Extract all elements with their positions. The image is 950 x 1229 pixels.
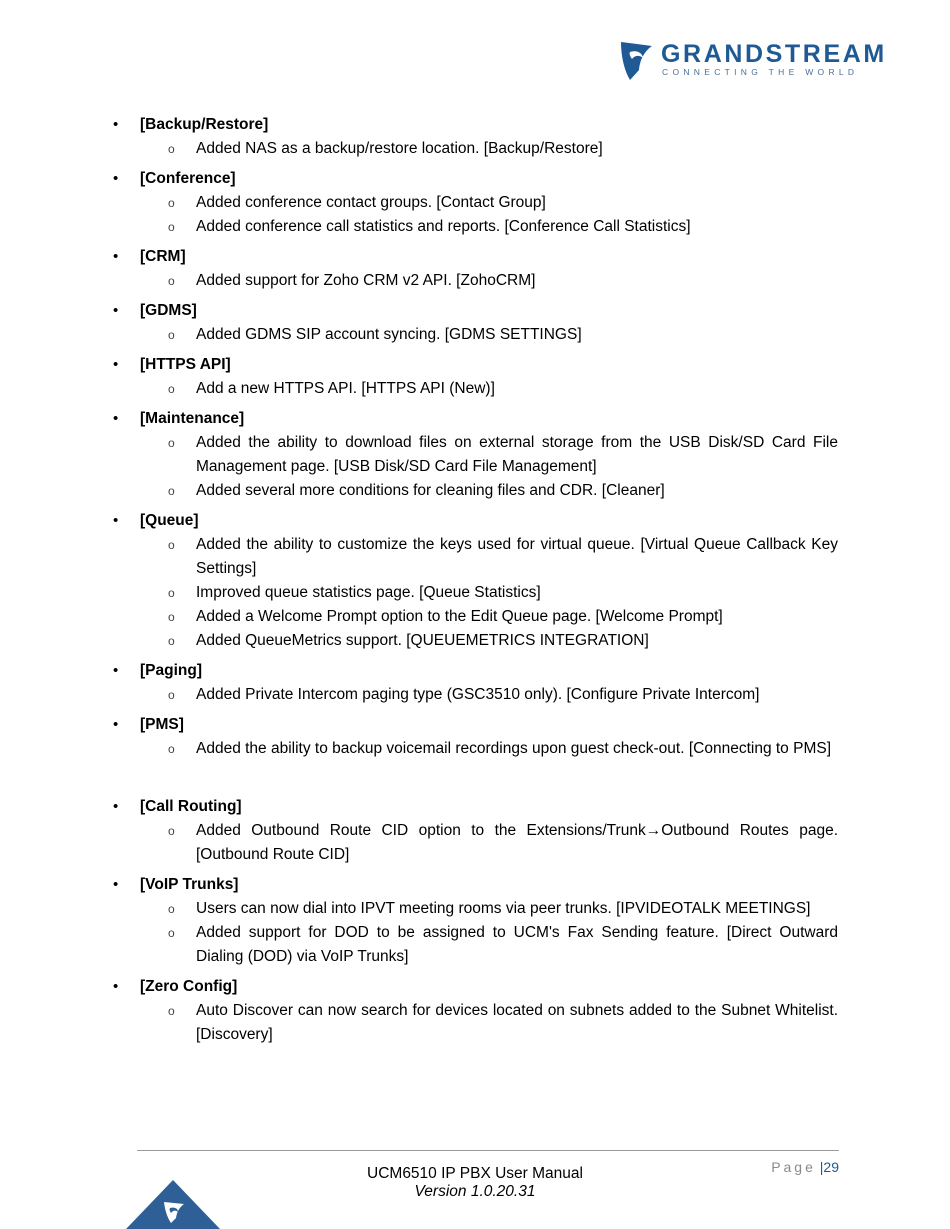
page-number: 29	[823, 1159, 839, 1175]
release-section	[110, 509, 850, 653]
release-section	[110, 407, 850, 503]
item-text: Added conference contact groups. [Contact Group]	[196, 194, 546, 211]
circle-bullet-icon: o	[168, 742, 175, 756]
circle-bullet-icon: o	[168, 926, 175, 940]
circle-bullet-icon: o	[168, 484, 175, 498]
item-text: Added conference call statistics and reports. [Conference Call Statistics]	[196, 218, 691, 235]
release-section	[110, 795, 850, 867]
release-section	[110, 167, 850, 239]
list-item	[110, 137, 850, 161]
list-item	[110, 323, 850, 347]
item-text: Added QueueMetrics support. [QUEUEMETRICS INTEGRATION]	[196, 632, 649, 649]
list-item	[110, 999, 850, 1047]
item-text: Added support for Zoho CRM v2 API. [ZohoCRM]	[196, 272, 536, 289]
item-text: Added GDMS SIP account syncing. [GDMS SETTINGS]	[196, 326, 582, 343]
section-title: [PMS]	[140, 716, 184, 733]
list-item	[110, 819, 850, 867]
release-section	[110, 659, 850, 707]
circle-bullet-icon: o	[168, 610, 175, 624]
circle-bullet-icon: o	[168, 328, 175, 342]
circle-bullet-icon: o	[168, 538, 175, 552]
list-item	[110, 191, 850, 215]
item-text: Add a new HTTPS API. [HTTPS API (New)]	[196, 380, 495, 397]
section-items	[110, 737, 850, 761]
circle-bullet-icon: o	[168, 274, 175, 288]
item-text: Auto Discover can now search for devices located on subnets added to the Subnet Whitelist. [Discovery]	[196, 1002, 838, 1043]
section-heading	[110, 873, 850, 897]
circle-bullet-icon: o	[168, 196, 175, 210]
circle-bullet-icon: o	[168, 220, 175, 234]
section-title: [Queue]	[140, 512, 199, 529]
release-section	[110, 975, 850, 1047]
item-text: Added the ability to download files on external storage from the USB Disk/SD Card File Management page. [USB Disk/SD Card File Management]	[196, 434, 838, 475]
section-items	[110, 191, 850, 239]
bullet-icon: •	[113, 798, 119, 815]
section-title: [Call Routing]	[140, 798, 242, 815]
grandstream-logo	[618, 40, 887, 82]
bullet-icon: •	[113, 302, 119, 319]
list-item	[110, 431, 850, 479]
section-title: [HTTPS API]	[140, 356, 231, 373]
section-heading	[110, 509, 850, 533]
section-heading	[110, 113, 850, 137]
release-notes-list	[110, 113, 850, 1053]
bullet-icon: •	[113, 170, 119, 187]
bullet-icon: •	[113, 410, 119, 427]
section-title: [Maintenance]	[140, 410, 245, 427]
section-title: [Paging]	[140, 662, 202, 679]
list-item	[110, 215, 850, 239]
section-heading	[110, 299, 850, 323]
list-item	[110, 377, 850, 401]
circle-bullet-icon: o	[168, 586, 175, 600]
section-heading	[110, 659, 850, 683]
section-heading	[110, 167, 850, 191]
section-heading	[110, 407, 850, 431]
section-items	[110, 323, 850, 347]
list-item	[110, 479, 850, 503]
list-item	[110, 629, 850, 653]
section-items	[110, 431, 850, 503]
circle-bullet-icon: o	[168, 688, 175, 702]
page-number-block	[771, 1159, 839, 1175]
bullet-icon: •	[113, 356, 119, 373]
item-text: Improved queue statistics page. [Queue Statistics]	[196, 584, 541, 601]
section-items	[110, 137, 850, 161]
section-title: [CRM]	[140, 248, 186, 265]
footer-divider	[137, 1150, 839, 1151]
page-label: Page	[771, 1159, 816, 1175]
list-item	[110, 269, 850, 293]
section-title: [Zero Config]	[140, 978, 238, 995]
item-text: Added a Welcome Prompt option to the Edit Queue page. [Welcome Prompt]	[196, 608, 723, 625]
section-title: [GDMS]	[140, 302, 197, 319]
list-item	[110, 533, 850, 581]
item-text: Added support for DOD to be assigned to UCM's Fax Sending feature. [Direct Outward Dialing (DOD) via VoIP Trunks]	[196, 924, 838, 965]
circle-bullet-icon: o	[168, 902, 175, 916]
section-heading	[110, 795, 850, 819]
list-item	[110, 737, 850, 761]
section-items	[110, 533, 850, 653]
section-title: [VoIP Trunks]	[140, 876, 239, 893]
list-item	[110, 921, 850, 969]
list-item	[110, 897, 850, 921]
bullet-icon: •	[113, 662, 119, 679]
section-heading	[110, 713, 850, 737]
circle-bullet-icon: o	[168, 142, 175, 156]
brand-tagline: CONNECTING THE WORLD	[662, 67, 859, 77]
section-title: [Conference]	[140, 170, 236, 187]
section-items	[110, 377, 850, 401]
list-item	[110, 683, 850, 707]
section-items	[110, 683, 850, 707]
release-section	[110, 713, 850, 761]
section-items	[110, 897, 850, 969]
circle-bullet-icon: o	[168, 436, 175, 450]
release-section	[110, 353, 850, 401]
brand-name: GRANDSTREAM	[661, 40, 887, 68]
item-text: Added the ability to backup voicemail recordings upon guest check-out. [Connecting to PMS]	[196, 740, 832, 757]
release-section	[110, 245, 850, 293]
item-text: Added the ability to customize the keys used for virtual queue. [Virtual Queue Callback Key Settings]	[196, 536, 838, 577]
bullet-icon: •	[113, 248, 119, 265]
section-heading	[110, 245, 850, 269]
bullet-icon: •	[113, 876, 119, 893]
circle-bullet-icon: o	[168, 1004, 175, 1018]
item-text: Added several more conditions for cleaning files and CDR. [Cleaner]	[196, 482, 665, 499]
circle-bullet-icon: o	[168, 634, 175, 648]
circle-bullet-icon: o	[168, 382, 175, 396]
item-text: Added NAS as a backup/restore location. [Backup/Restore]	[196, 140, 603, 157]
bullet-icon: •	[113, 512, 119, 529]
section-heading	[110, 353, 850, 377]
release-section	[110, 299, 850, 347]
list-item	[110, 605, 850, 629]
item-text: Added Outbound Route CID option to the Extensions/Trunk→Outbound Routes page. [Outbound Route CID]	[196, 822, 838, 863]
page-separator: |	[819, 1159, 824, 1175]
manual-version: Version 1.0.20.31	[414, 1183, 536, 1200]
item-text: Added Private Intercom paging type (GSC3510 only). [Configure Private Intercom]	[196, 686, 760, 703]
list-item	[110, 581, 850, 605]
manual-title: UCM6510 IP PBX User Manual	[367, 1165, 583, 1182]
bullet-icon: •	[113, 978, 119, 995]
circle-bullet-icon: o	[168, 824, 175, 838]
bullet-icon: •	[113, 116, 119, 133]
grandstream-logo-icon	[618, 40, 658, 82]
footer-logo-icon	[126, 1180, 220, 1229]
item-text: Users can now dial into IPVT meeting rooms via peer trunks. [IPVIDEOTALK MEETINGS]	[196, 900, 811, 917]
section-items	[110, 999, 850, 1047]
section-heading	[110, 975, 850, 999]
section-title: [Backup/Restore]	[140, 116, 269, 133]
section-items	[110, 269, 850, 293]
release-section	[110, 873, 850, 969]
section-items	[110, 819, 850, 867]
bullet-icon: •	[113, 716, 119, 733]
release-section	[110, 113, 850, 161]
